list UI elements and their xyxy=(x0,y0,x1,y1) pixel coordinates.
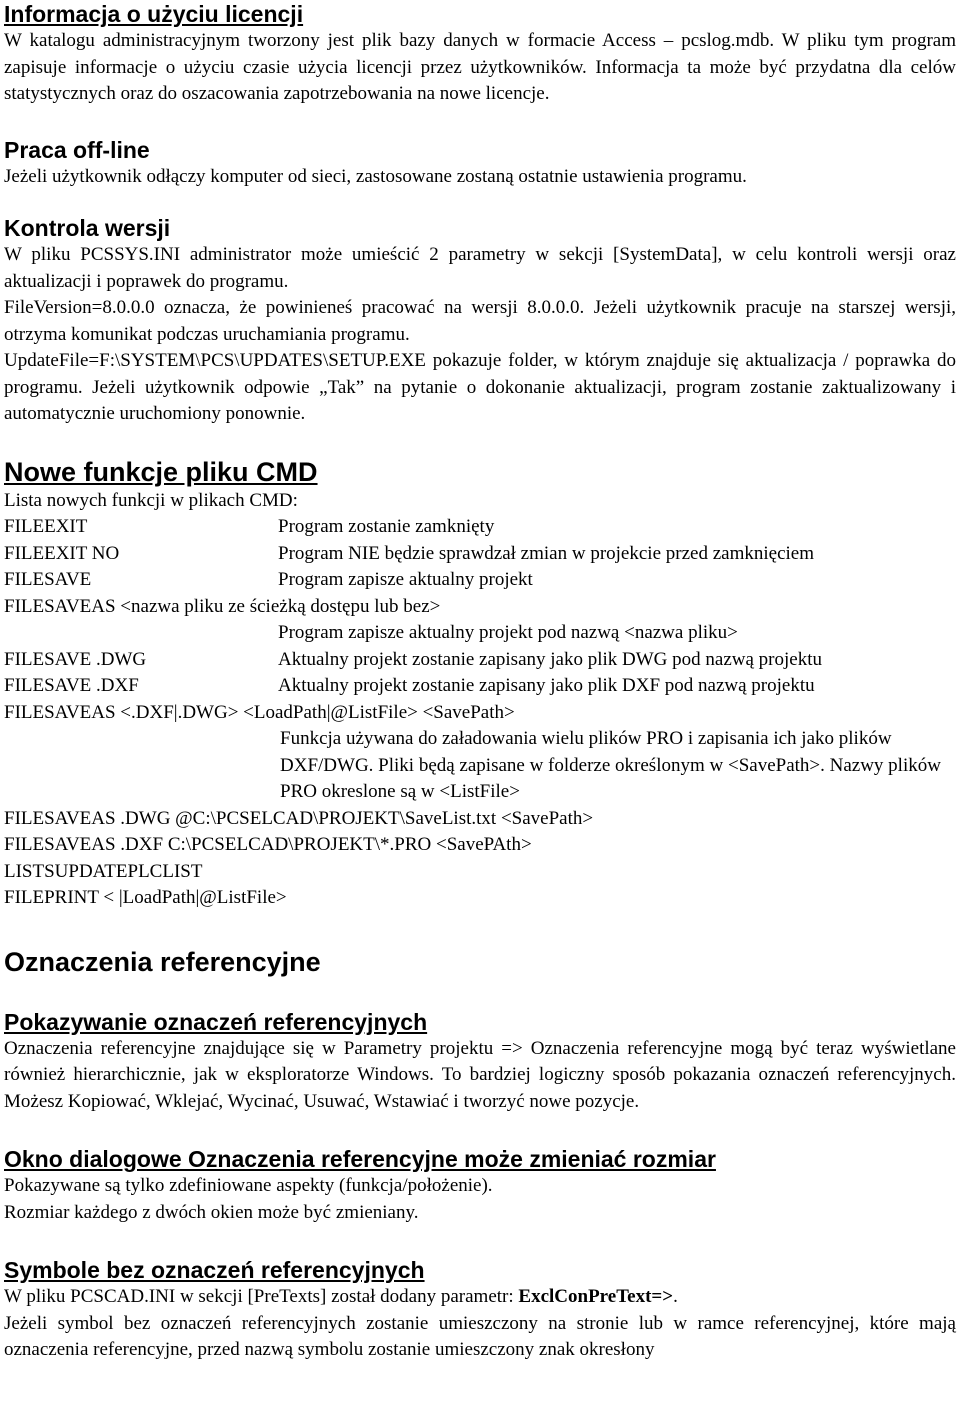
paragraph-version-3: UpdateFile=F:\SYSTEM\PCS\UPDATES\SETUP.EXE pokazuje folder, w którym znajduje się aktualizacja / poprawka do programu. Jeżeli użytkownik odpowie „Tak” na pytanie o dokonanie aktualizacji, program zostanie zaktualizowany i automatycznie uruchomiony ponownie. xyxy=(4,350,956,424)
section-license-info xyxy=(4,0,956,108)
section-cmd-functions xyxy=(4,456,956,912)
dialog-resize-line-2: Rozmiar każdego z dwóch okien może być zmieniany. xyxy=(4,1201,419,1223)
symbols-line-1-end: . xyxy=(673,1286,678,1307)
cmd-name: FILESAVE .DWG xyxy=(4,648,147,670)
symbols-line-1-text: W pliku PCSCAD.INI w sekcji [PreTexts] został dodany parametr: xyxy=(4,1286,519,1307)
heading-reference-designations: Oznaczenia referencyjne xyxy=(4,946,321,977)
paragraph-offline: Jeżeli użytkownik odłączy komputer od sieci, zastosowane zostaną ostatnie ustawienia programu. xyxy=(4,165,747,187)
cmd-row xyxy=(4,673,956,700)
cmd-multi-desc: Funkcja używana do załadowania wielu plików PRO i zapisania ich jako plików DXF/DWG. Pliki będą zapisane w folderze określonym w <SavePath>. Nazwy plików PRO okreslone są w <ListFile> xyxy=(280,728,941,802)
heading-license-info: Informacja o użyciu licencji xyxy=(4,1,304,27)
cmd-desc: Aktualny projekt zostanie zapisany jako plik DXF pod nazwą projektu xyxy=(278,675,815,696)
symbols-line-1 xyxy=(4,1284,956,1311)
cmd-row xyxy=(4,567,956,594)
paragraph-license-info: W katalogu administracyjnym tworzony jest plik bazy danych w formacie Access – pcslog.mdb. W pliku tym program zapisuje informacje o użyciu czasie użycia licencji przez użytkowników. Informacja ta może być przydatna dla celów statystycznych oraz do oszacowania zapotrzebowania na nowe licencje. xyxy=(4,30,956,104)
document-page xyxy=(4,0,956,1364)
cmd-multi-line: FILESAVEAS <.DXF|.DWG> <LoadPath|@ListFile> <SavePath> xyxy=(4,701,515,723)
cmd-desc: Aktualny projekt zostanie zapisany jako plik DWG pod nazwą projektu xyxy=(278,648,822,670)
cmd-desc: Program NIE będzie sprawdzał zmian w projekcie przed zamknięciem xyxy=(278,542,814,564)
section-show-designations xyxy=(4,1008,956,1116)
cmd-name: FILESAVE .DXF xyxy=(4,675,139,696)
heading-version-control: Kontrola wersji xyxy=(4,215,171,241)
cmd-name: FILEEXIT xyxy=(4,516,88,537)
cmd-row xyxy=(4,514,956,541)
cmd-desc: Program zapisze aktualny projekt xyxy=(278,569,533,590)
cmd-saveas-desc: Program zapisze aktualny projekt pod nazwą <nazwa pliku> xyxy=(278,622,738,643)
dialog-resize-line-1: Pokazywane są tylko zdefiniowane aspekty (funkcja/położenie). xyxy=(4,1175,493,1196)
cmd-desc: Program zostanie zamknięty xyxy=(278,516,495,537)
cmd-example: FILESAVEAS .DXF C:\PCSELCAD\PROJEKT\*.PRO <SavePAth> xyxy=(4,834,532,855)
paragraph-version-2: FileVersion=8.0.0.0 oznacza, że powinieneś pracować na wersji 8.0.0.0. Jeżeli użytkownik pracuje na starszej wersji, otrzyma komunikat podczas uruchamiania programu. xyxy=(4,297,956,345)
paragraph-symbols: Jeżeli symbol bez oznaczeń referencyjnych zostanie umieszczony na stronie lub w ramce referencyjnej, które mają oznaczenia referencyjne, przed nazwą symbolu zostanie umieszczony znak okresłony xyxy=(4,1312,956,1360)
paragraph-version-1: W pliku PCSSYS.INI administrator może umieścić 2 parametry w sekcji [SystemData], w celu kontroli wersji oraz aktualizacji i poprawek do programu. xyxy=(4,244,956,292)
section-symbols-without-designations xyxy=(4,1256,956,1364)
cmd-row xyxy=(4,541,956,568)
cmd-row xyxy=(4,647,956,674)
cmd-name: FILEEXIT NO xyxy=(4,542,120,564)
section-offline xyxy=(4,136,956,191)
heading-dialog-resize: Okno dialogowe Oznaczenia referencyjne może zmieniać rozmiar xyxy=(4,1146,716,1172)
cmd-example: LISTSUPDATEPLCLIST xyxy=(4,860,203,882)
heading-symbols-without-designations: Symbole bez oznaczeń referencyjnych xyxy=(4,1257,425,1283)
section-dialog-resize xyxy=(4,1145,956,1226)
heading-offline: Praca off-line xyxy=(4,136,150,163)
cmd-example: FILEPRINT < |LoadPath|@ListFile> xyxy=(4,887,287,908)
heading-show-designations: Pokazywanie oznaczeń referencyjnych xyxy=(4,1008,428,1035)
cmd-example: FILESAVEAS .DWG @C:\PCSELCAD\PROJEKT\SaveList.txt <SavePath> xyxy=(4,807,594,829)
cmd-intro: Lista nowych funkcji w plikach CMD: xyxy=(4,489,298,511)
paragraph-show-designations: Oznaczenia referencyjne znajdujące się w Parametry projektu => Oznaczenia referencyjne mogą być teraz wyświetlane również hierarchicznie, jak w eksploratorze Windows. To bardziej logiczny sposób pokazania oznaczeń referencyjnych. Możesz Kopiować, Wklejać, Wycinać, Usuwać, Wstawiać i tworzyć nowe pozycje. xyxy=(4,1037,956,1112)
section-reference-designations xyxy=(4,946,956,978)
section-version-control xyxy=(4,214,956,428)
heading-cmd-functions: Nowe funkcje pliku CMD xyxy=(4,456,318,487)
cmd-name: FILESAVE xyxy=(4,569,92,590)
cmd-saveas-line: FILESAVEAS <nazwa pliku ze ścieżką dostępu lub bez> xyxy=(4,595,441,617)
exclconpretext-param: ExclConPreText=> xyxy=(518,1286,674,1307)
